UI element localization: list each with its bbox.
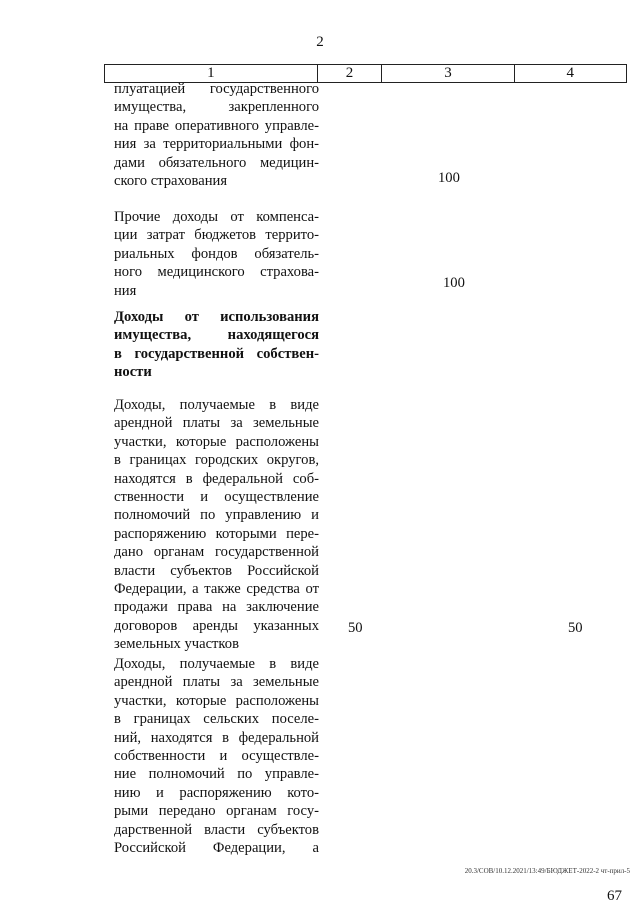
text-line: рыми передано органам госу- <box>114 803 319 820</box>
text-line: дами обязательного медицин- <box>114 154 319 171</box>
text-line: в границах сельских поселе- <box>114 711 319 728</box>
text-line: ния <box>114 282 137 299</box>
text-line: ние полномочий по управле- <box>114 766 319 783</box>
text-line: арендной платы за земельные <box>114 415 319 432</box>
text-line: продажи права на заключение <box>114 599 319 616</box>
page-number: 2 <box>316 34 324 50</box>
text-line: Доходы, получаемые в виде <box>114 397 319 413</box>
column-header-3: 3 <box>382 65 514 83</box>
table-row-text <box>114 208 319 300</box>
text-line: Российской Федерации, а <box>114 840 319 857</box>
text-line: имущества, находящегося <box>114 327 319 344</box>
column-header-1: 1 <box>105 65 318 83</box>
column-header-2: 2 <box>317 65 382 83</box>
text-line: участки, которые расположены <box>114 692 319 709</box>
text-line: земельных участков <box>114 636 239 653</box>
text-line: полномочий по управлению и <box>114 507 319 524</box>
row-value-col3: 100 <box>443 275 465 291</box>
footer-page-number: 67 <box>607 888 622 904</box>
text-line: в государственной собствен- <box>114 345 319 362</box>
text-line: нию и распоряжению кото- <box>114 784 319 801</box>
text-line: участки, которые расположены <box>114 433 319 450</box>
text-line: арендной платы за земельные <box>114 674 319 691</box>
text-line: дарственной власти субъектов <box>114 821 319 838</box>
section-heading <box>114 308 319 382</box>
document-code: 20.3/СОВ/10.12.2021/13:49/БЮДЖЕТ-2022-2 чт-прил-5 <box>464 867 630 875</box>
row-value-col3: 100 <box>438 170 460 186</box>
text-line: Федерации, а также средства от <box>114 581 319 598</box>
row-value-col2: 50 <box>348 620 363 636</box>
table-row-text <box>114 655 319 857</box>
text-line: собственности и осуществле- <box>114 748 319 765</box>
text-line: на праве оперативного управле- <box>114 117 319 134</box>
text-line: Прочие доходы от компенса- <box>114 209 319 225</box>
text-line: Доходы от использования <box>114 309 319 325</box>
text-line: власти субъектов Российской <box>114 562 319 579</box>
text-line: договоров аренды указанных <box>114 617 319 634</box>
text-line: ний, находятся в федеральной <box>114 729 319 746</box>
text-line: находятся в федеральной соб- <box>114 470 319 487</box>
table-row-text <box>114 396 319 654</box>
text-line: ского страхования <box>114 173 228 190</box>
text-line: ции затрат бюджетов террито- <box>114 227 319 244</box>
text-line: дано органам государственной <box>114 544 319 561</box>
text-line: в границах городских округов, <box>114 452 319 469</box>
text-line: ственности и осуществление <box>114 489 319 506</box>
row-value-col4: 50 <box>568 620 583 636</box>
text-line: риальных фондов обязатель- <box>114 245 319 262</box>
column-header-4: 4 <box>514 65 626 83</box>
text-line: имущества, закрепленного <box>114 99 319 116</box>
text-line: ния за территориальными фон- <box>114 136 319 153</box>
text-line: распоряжению которыми пере- <box>114 525 319 542</box>
text-line: плуатацией государственного <box>114 81 319 97</box>
text-line: Доходы, получаемые в виде <box>114 656 319 672</box>
text-line: ности <box>114 364 152 381</box>
table-row-text <box>114 80 319 190</box>
text-line: ного медицинского страхова- <box>114 264 319 281</box>
